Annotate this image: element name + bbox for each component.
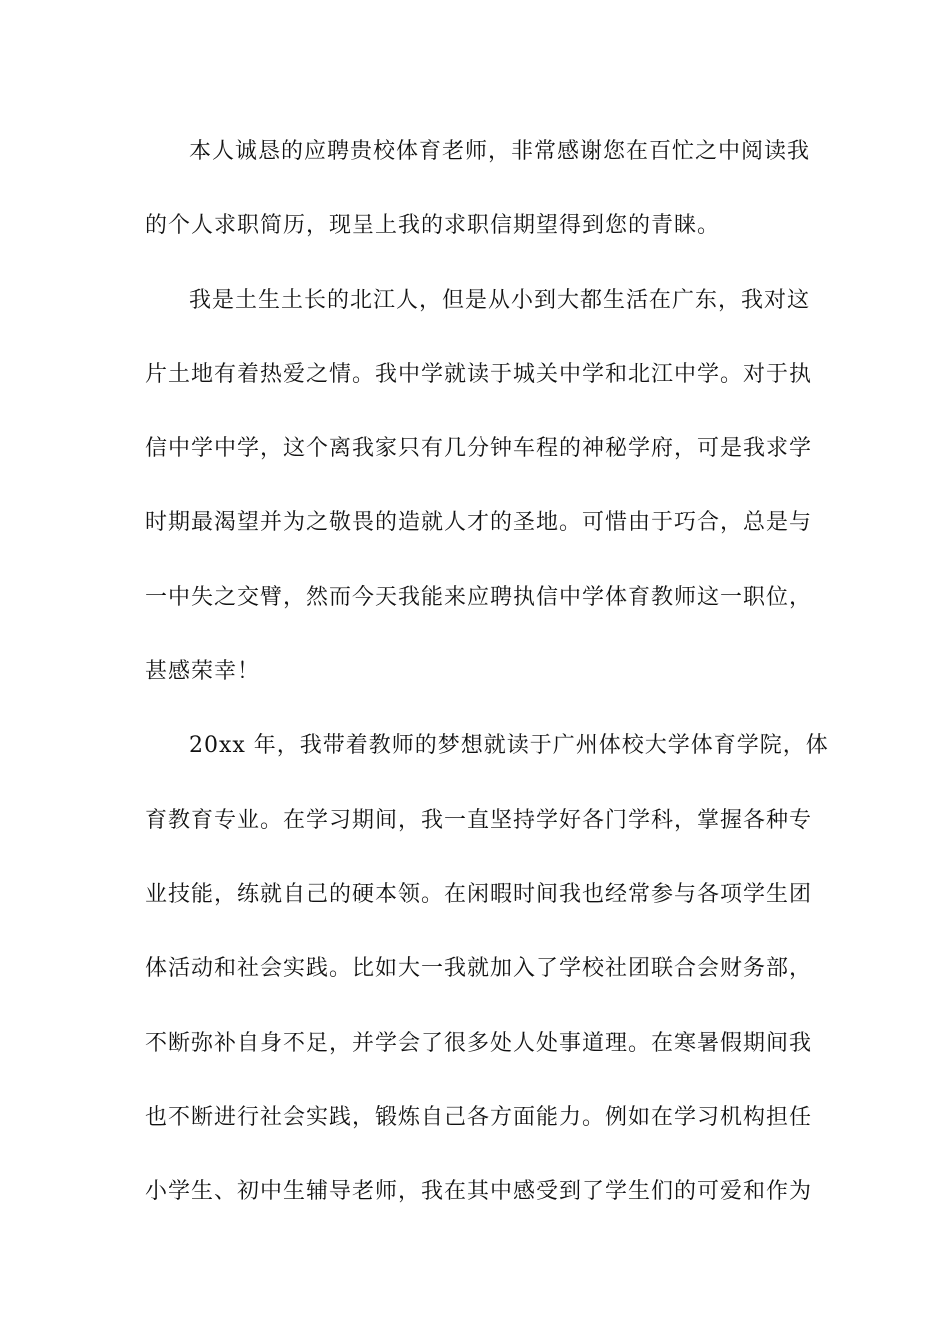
paragraph-3-line-4: 体活动和社会实践。比如大一我就加入了学校社团联合会财务部， <box>145 956 813 982</box>
paragraph-2-line-4: 时期最渴望并为之敬畏的造就人才的圣地。可惜由于巧合，总是与 <box>145 510 813 536</box>
paragraph-2-line-1: 我是土生土长的北江人，但是从小到大都生活在广东，我对这 <box>189 287 811 313</box>
paragraph-2-line-6: 甚感荣幸！ <box>145 659 261 685</box>
paragraph-3-line-5: 不断弥补自身不足，并学会了很多处人处事道理。在寒暑假期间我 <box>145 1030 813 1056</box>
paragraph-3-line-1: 20xx 年，我带着教师的梦想就读于广州体校大学体育学院，体 <box>189 733 829 759</box>
paragraph-1-line-1: 本人诚恳的应聘贵校体育老师，非常感谢您在百忙之中阅读我 <box>189 139 811 164</box>
paragraph-3-line-6: 也不断进行社会实践，锻炼自己各方面能力。例如在学习机构担任 <box>145 1104 813 1130</box>
paragraph-3-line-2: 育教育专业。在学习期间，我一直坚持学好各门学科，掌握各种专 <box>145 807 813 833</box>
paragraph-2-line-3: 信中学中学，这个离我家只有几分钟车程的神秘学府，可是我求学 <box>145 436 813 462</box>
body-text <box>145 126 829 1240</box>
paragraph-2-line-5: 一中失之交臂，然而今天我能来应聘执信中学体育教师这一职位， <box>145 584 813 610</box>
paragraph-2-line-2: 片土地有着热爱之情。我中学就读于城关中学和北江中学。对于执 <box>145 361 813 387</box>
paragraph-3-line-7: 小学生、初中生辅导老师，我在其中感受到了学生们的可爱和作为 <box>145 1179 813 1205</box>
paragraph-3-line-3: 业技能，练就自己的硬本领。在闲暇时间我也经常参与各项学生团 <box>145 881 813 907</box>
paragraph-1-line-2: 的个人求职简历，现呈上我的求职信期望得到您的青睐。 <box>145 213 721 239</box>
